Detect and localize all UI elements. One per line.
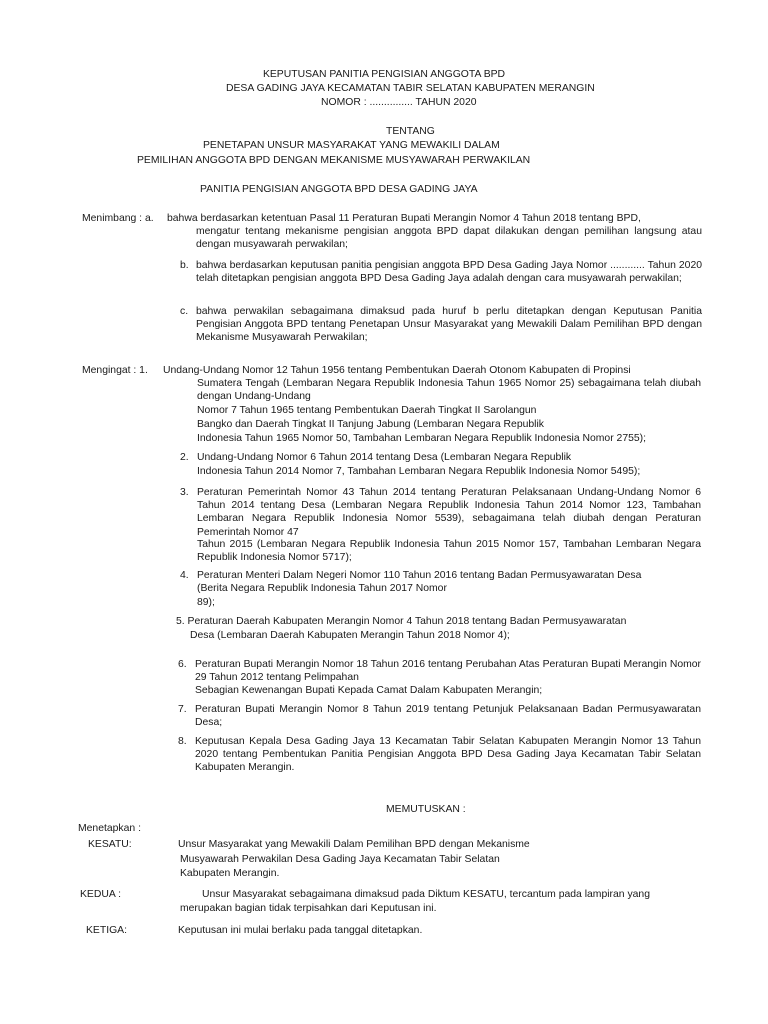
mengingat-8-marker: 8. [178, 736, 187, 747]
mengingat-8-text: Keputusan Kepala Desa Gading Jaya 13 Kecamatan Tabir Selatan Kabupaten Merangin Nomor 13 Tahun 2020 tentang Pembentukan Panitia Pengisian Anggota BPD Desa Gading Jaya Kecamatan Tabir Selatan Kabupaten Merangin. [195, 736, 701, 774]
mengingat-1-first-line: Undang-Undang Nomor 12 Tahun 1956 tentang Pembentukan Daerah Otonom Kabupaten di Propinsi [163, 365, 631, 376]
mengingat-2-line-1: Undang-Undang Nomor 6 Tahun 2014 tentang Desa (Lembaran Negara Republik [197, 452, 572, 463]
mengingat-1-line-6: Indonesia Tahun 1965 Nomor 50, Tambahan Lembaran Negara Republik Indonesia Nomor 2755); [197, 433, 647, 444]
menimbang-c-marker: c. [180, 306, 189, 317]
mengingat-4-line-1: Peraturan Menteri Dalam Negeri Nomor 110 Tahun 2016 tentang Badan Permusyawaratan Desa [197, 570, 642, 581]
kedua-line-2: merupakan bagian tidak terpisahkan dari Keputusan ini. [180, 903, 437, 914]
kesatu-label: KESATU: [88, 839, 132, 850]
mengingat-3-text: Peraturan Pemerintah Nomor 43 Tahun 2014 tentang Peraturan Pelaksanaan Undang-Undang Nomor 6 Tahun 2014 tentang Desa (Lembaran Negara Republik Indonesia Tahun 2014 Nomor 123, Tambahan Lembaran Negara Republik Indonesia Nomor 5539), sebagaimana telah diubah dengan Peraturan Pemerintah Nomor 47 [197, 487, 701, 538]
mengingat-6-marker: 6. [178, 659, 187, 670]
ketiga-label: KETIGA: [86, 925, 127, 936]
menimbang-b-marker: b. [180, 260, 189, 271]
menimbang-a-text: mengatur tentang mekanisme pengisian anggota BPD dapat dilakukan dengan pemilihan langsung atau dengan musyawarah perwakilan; [196, 226, 702, 251]
mengingat-4-line-2: (Berita Negara Republik Indonesia Tahun 2017 Nomor [197, 583, 447, 594]
mengingat-1-line-4: Nomor 7 Tahun 1965 tentang Pembentukan Daerah Tingkat II Sarolangun [197, 405, 537, 416]
mengingat-7-text: Peraturan Bupati Merangin Nomor 8 Tahun 2019 tentang Petunjuk Pelaksanaan Badan Permusyawaratan Desa; [195, 704, 701, 729]
menimbang-a-first-line: bahwa berdasarkan ketentuan Pasal 11 Peraturan Bupati Merangin Nomor 4 Tahun 2018 tentang BPD, [167, 213, 641, 224]
mengingat-1-text: Sumatera Tengah (Lembaran Negara Republik Indonesia Tahun 1965 Nomor 25) sebagaimana telah diubah dengan Undang-Undang [197, 378, 701, 403]
mengingat-1-line-5: Bangko dan Daerah Tingkat II Tanjung Jabung (Lembaran Negara Republik [197, 419, 544, 430]
subject-line-2: PEMILIHAN ANGGOTA BPD DENGAN MEKANISME MUSYAWARAH PERWAKILAN [137, 155, 531, 166]
mengingat-5-line-1: 5. Peraturan Daerah Kabupaten Merangin Nomor 4 Tahun 2018 tentang Badan Permusyawaratan [176, 616, 627, 627]
kedua-label: KEDUA : [80, 889, 121, 900]
mengingat-3-text-continued: Tahun 2015 (Lembaran Negara Republik Indonesia Tahun 2015 Nomor 157, Tambahan Lembaran Negara Republik Indonesia Nomor 5717); [197, 539, 701, 564]
kesatu-line-3: Kabupaten Merangin. [180, 868, 280, 879]
issuer-heading: PANITIA PENGISIAN ANGGOTA BPD DESA GADING JAYA [200, 184, 478, 195]
menimbang-c-text: bahwa perwakilan sebagaimana dimaksud pada huruf b perlu ditetapkan dengan Keputusan Panitia Pengisian Anggota BPD tentang Penetapan Unsur Masyarakat yang Mewakili Dalam Pemilihan BPD dengan Mekanisme Musyawarah Perwakilan; [196, 306, 702, 344]
kesatu-line-1: Unsur Masyarakat yang Mewakili Dalam Pemilihan BPD dengan Mekanisme [178, 839, 530, 850]
menetapkan-label: Menetapkan : [78, 823, 141, 834]
decree-title: KEPUTUSAN PANITIA PENGISIAN ANGGOTA BPD [262, 69, 506, 80]
memutuskan-heading: MEMUTUSKAN : [386, 804, 466, 815]
kedua-line-1: Unsur Masyarakat sebagaimana dimaksud pada Diktum KESATU, tercantum pada lampiran yang [202, 889, 650, 900]
menimbang-label: Menimbang : a. [82, 213, 154, 224]
mengingat-2-marker: 2. [180, 452, 189, 463]
mengingat-4-marker: 4. [180, 570, 189, 581]
mengingat-6-text: Peraturan Bupati Merangin Nomor 18 Tahun 2016 tentang Perubahan Atas Peraturan Bupati Merangin Nomor 29 Tahun 2012 tentang Pelimpahan [195, 659, 701, 684]
decree-number: NOMOR : ............... TAHUN 2020 [321, 97, 477, 108]
mengingat-5-line-2: Desa (Lembaran Daerah Kabupaten Merangin Tahun 2018 Nomor 4); [190, 630, 510, 641]
mengingat-7-marker: 7. [178, 704, 187, 715]
mengingat-4-line-3: 89); [197, 597, 215, 608]
mengingat-6-line-3: Sebagian Kewenangan Bupati Kepada Camat Dalam Kabupaten Merangin; [195, 685, 543, 696]
tentang-heading: TENTANG [386, 126, 435, 137]
kesatu-line-2: Musyawarah Perwakilan Desa Gading Jaya Kecamatan Tabir Selatan [180, 854, 500, 865]
mengingat-3-marker: 3. [180, 487, 189, 498]
subject-line-1: PENETAPAN UNSUR MASYARAKAT YANG MEWAKILI DALAM [203, 140, 500, 151]
menimbang-b-text: bahwa berdasarkan keputusan panitia pengisian anggota BPD Desa Gading Jaya Nomor ............ Tahun 2020 telah ditetapkan pengisian anggota BPD Desa Gading Jaya adalah dengan cara musyawarah perwakilan; [196, 260, 702, 285]
ketiga-text: Keputusan ini mulai berlaku pada tanggal ditetapkan. [178, 925, 423, 936]
mengingat-2-line-2: Indonesia Tahun 2014 Nomor 7, Tambahan Lembaran Negara Republik Indonesia Nomor 5495); [197, 466, 641, 477]
mengingat-label: Mengingat : 1. [82, 365, 148, 376]
decree-village-line: DESA GADING JAYA KECAMATAN TABIR SELATAN KABUPATEN MERANGIN [226, 83, 595, 94]
